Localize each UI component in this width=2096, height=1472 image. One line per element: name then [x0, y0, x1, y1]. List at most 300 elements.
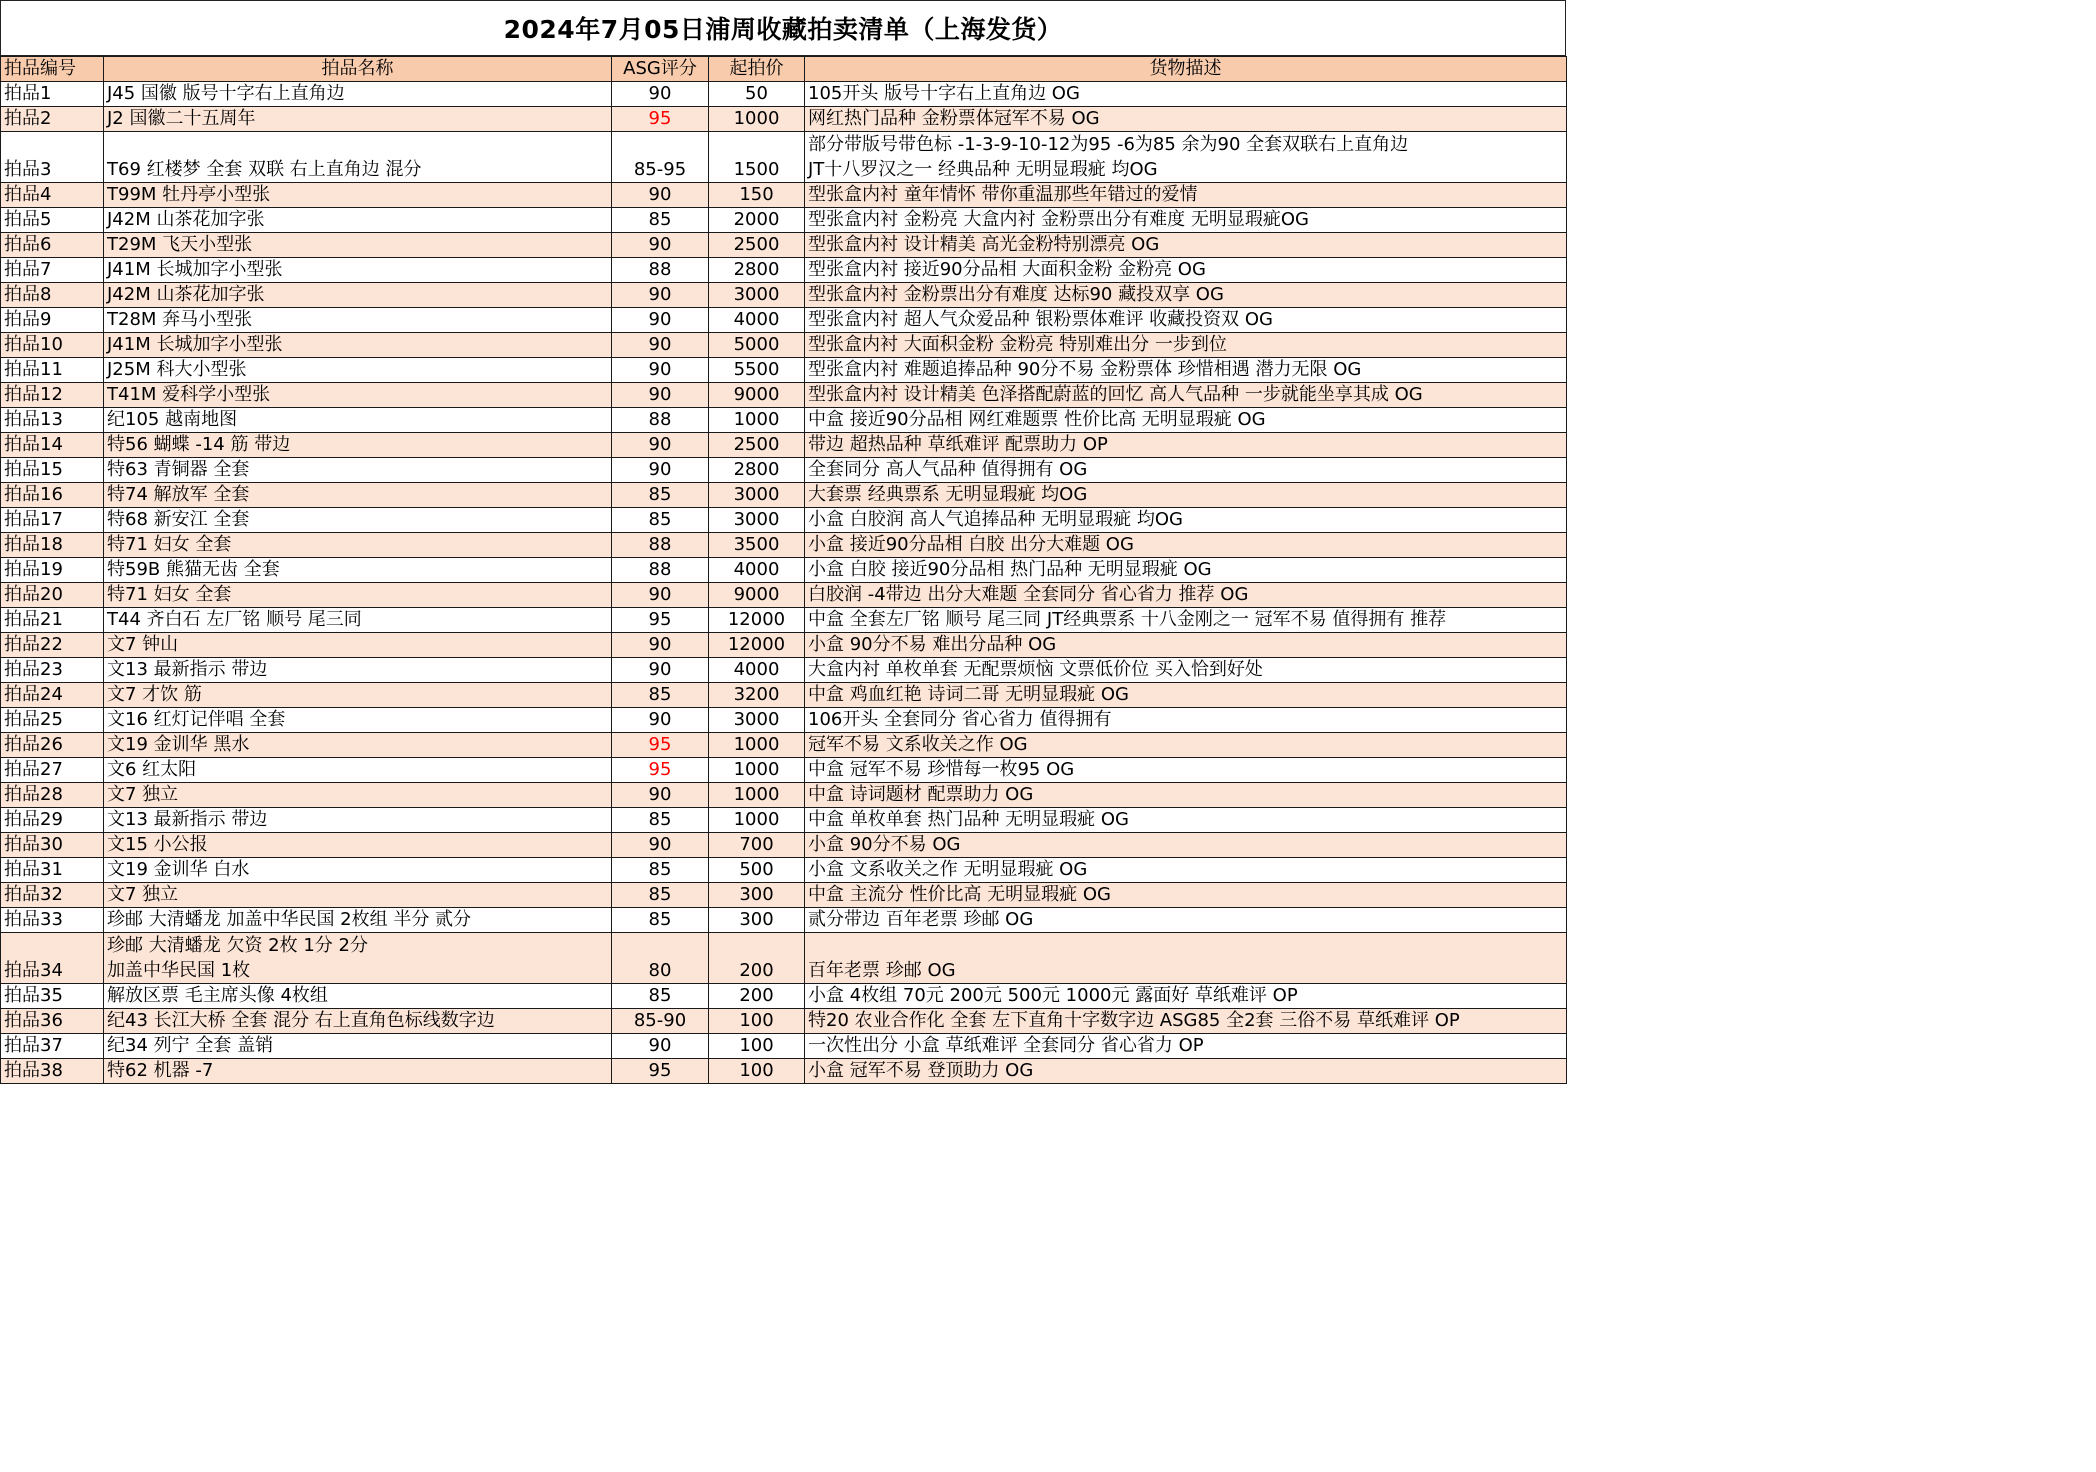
lot-name-line: J2 国徽二十五周年	[107, 108, 256, 129]
description-cell	[805, 258, 1567, 283]
asg-score-cell: 85	[612, 908, 709, 933]
lot-name-cell	[104, 883, 612, 908]
lot-number-cell: 拍品19	[1, 558, 104, 583]
lot-number-cell: 拍品5	[1, 208, 104, 233]
lot-name-cell	[104, 82, 612, 107]
asg-score-cell: 90	[612, 82, 709, 107]
lot-name-line: 文7 独立	[107, 884, 179, 905]
table-row	[1, 708, 1567, 733]
description-line: 中盒 鸡血红艳 诗词二哥 无明显瑕疵 OG	[808, 684, 1130, 705]
lot-name-line: 文13 最新指示 带边	[107, 659, 268, 680]
lot-name-line: 特68 新安江 全套	[107, 509, 250, 530]
lot-name-cell	[104, 758, 612, 783]
asg-score-cell: 95	[612, 733, 709, 758]
starting-price-cell: 3000	[709, 708, 805, 733]
description-line: 部分带版号带色标 -1-3-9-10-12为95 -6为85 余为90 全套双联右上直角边	[808, 134, 1409, 155]
description-line: 型张盒内衬 金粉票出分有难度 达标90 藏投双享 OG	[808, 284, 1224, 305]
description-cell	[805, 633, 1567, 658]
asg-score-cell: 90	[612, 358, 709, 383]
description-line: 小盒 文系收关之作 无明显瑕疵 OG	[808, 859, 1088, 880]
asg-score-cell: 90	[612, 233, 709, 258]
description-cell	[805, 233, 1567, 258]
description-line: 冠军不易 文系收关之作 OG	[808, 734, 1028, 755]
lot-name-cell	[104, 183, 612, 208]
description-line: 小盒 4枚组 70元 200元 500元 1000元 露面好 草纸难评 OP	[808, 985, 1298, 1006]
description-cell	[805, 408, 1567, 433]
lot-name-cell	[104, 458, 612, 483]
lot-number-cell: 拍品16	[1, 483, 104, 508]
lot-name-line: T99M 牡丹亭小型张	[107, 184, 271, 205]
starting-price-cell: 2800	[709, 458, 805, 483]
lot-name-line: 特71 妇女 全套	[107, 534, 232, 555]
asg-score-cell: 90	[612, 458, 709, 483]
lot-number-cell: 拍品14	[1, 433, 104, 458]
lot-number-cell: 拍品17	[1, 508, 104, 533]
lot-number-cell: 拍品21	[1, 608, 104, 633]
starting-price-cell: 1000	[709, 733, 805, 758]
table-row	[1, 183, 1567, 208]
description-cell	[805, 783, 1567, 808]
lot-number-cell: 拍品13	[1, 408, 104, 433]
description-cell	[805, 183, 1567, 208]
description-line: 中盒 冠军不易 珍惜每一枚95 OG	[808, 759, 1075, 780]
description-cell	[805, 508, 1567, 533]
description-line: 型张盒内衬 设计精美 色泽搭配蔚蓝的回忆 高人气品种 一步就能坐享其成 OG	[808, 384, 1423, 405]
lot-name-cell	[104, 808, 612, 833]
starting-price-cell: 9000	[709, 383, 805, 408]
lot-name-cell	[104, 984, 612, 1009]
col-header-lot-number: 拍品编号	[1, 57, 104, 82]
table-row	[1, 808, 1567, 833]
description-cell	[805, 558, 1567, 583]
asg-score-cell: 85	[612, 208, 709, 233]
description-cell	[805, 132, 1567, 183]
lot-number-cell: 拍品10	[1, 333, 104, 358]
lot-name-line: 特59B 熊猫无齿 全套	[107, 559, 280, 580]
starting-price-cell: 100	[709, 1034, 805, 1059]
lot-number-cell: 拍品28	[1, 783, 104, 808]
lot-name-line: T44 齐白石 左厂铭 顺号 尾三同	[107, 609, 362, 630]
description-line: 中盒 单枚单套 热门品种 无明显瑕疵 OG	[808, 809, 1130, 830]
description-cell	[805, 533, 1567, 558]
table-row	[1, 758, 1567, 783]
table-row	[1, 883, 1567, 908]
table-row	[1, 633, 1567, 658]
lot-name-line: 纪43 长江大桥 全套 混分 右上直角色标线数字边	[107, 1010, 495, 1031]
lot-number-cell: 拍品3	[1, 132, 104, 183]
lot-number-cell: 拍品11	[1, 358, 104, 383]
lot-number-cell: 拍品12	[1, 383, 104, 408]
lot-name-line: J41M 长城加字小型张	[107, 259, 283, 280]
col-header-asg-score: ASG评分	[612, 57, 709, 82]
starting-price-cell: 200	[709, 933, 805, 984]
lot-name-cell	[104, 508, 612, 533]
lot-name-cell	[104, 1059, 612, 1084]
description-line: 型张盒内衬 童年情怀 带你重温那些年错过的爱情	[808, 184, 1198, 205]
lot-name-cell	[104, 583, 612, 608]
lot-number-cell: 拍品2	[1, 107, 104, 132]
table-row	[1, 933, 1567, 984]
table-body	[1, 82, 1567, 1084]
starting-price-cell: 150	[709, 183, 805, 208]
lot-name-cell	[104, 558, 612, 583]
description-line: 中盒 接近90分品相 网红难题票 性价比高 无明显瑕疵 OG	[808, 409, 1266, 430]
lot-name-line: 纪105 越南地图	[107, 409, 238, 430]
lot-name-line: 解放区票 毛主席头像 4枚组	[107, 985, 328, 1006]
starting-price-cell: 2000	[709, 208, 805, 233]
lot-name-cell	[104, 683, 612, 708]
lot-name-line: J41M 长城加字小型张	[107, 334, 283, 355]
starting-price-cell: 700	[709, 833, 805, 858]
description-line: 一次性出分 小盒 草纸难评 全套同分 省心省力 OP	[808, 1035, 1204, 1056]
lot-name-cell	[104, 858, 612, 883]
lot-name-cell	[104, 208, 612, 233]
table-row	[1, 733, 1567, 758]
description-cell	[805, 383, 1567, 408]
description-cell	[805, 433, 1567, 458]
lot-name-cell	[104, 1034, 612, 1059]
description-line: 贰分带边 百年老票 珍邮 OG	[808, 909, 1034, 930]
asg-score-cell: 88	[612, 533, 709, 558]
starting-price-cell: 5500	[709, 358, 805, 383]
lot-name-cell	[104, 533, 612, 558]
table-row	[1, 132, 1567, 183]
starting-price-cell: 1000	[709, 408, 805, 433]
asg-score-cell: 85	[612, 683, 709, 708]
lot-name-line: 文19 金训华 黑水	[107, 734, 250, 755]
lot-number-cell: 拍品18	[1, 533, 104, 558]
description-cell	[805, 933, 1567, 984]
lot-number-cell: 拍品29	[1, 808, 104, 833]
lot-name-cell	[104, 483, 612, 508]
description-cell	[805, 833, 1567, 858]
starting-price-cell: 500	[709, 858, 805, 883]
description-line: 型张盒内衬 难题追捧品种 90分不易 金粉票体 珍惜相遇 潜力无限 OG	[808, 359, 1362, 380]
lot-number-cell: 拍品26	[1, 733, 104, 758]
lot-name-line: 文7 才饮 筋	[107, 684, 202, 705]
description-line: 型张盒内衬 超人气众爱品种 银粉票体难评 收藏投资双 OG	[808, 309, 1274, 330]
lot-name-cell	[104, 633, 612, 658]
starting-price-cell: 4000	[709, 558, 805, 583]
description-line: 大盒内衬 单枚单套 无配票烦恼 文票低价位 买入恰到好处	[808, 659, 1263, 680]
lot-number-cell: 拍品33	[1, 908, 104, 933]
description-cell	[805, 107, 1567, 132]
asg-score-cell: 95	[612, 107, 709, 132]
starting-price-cell: 4000	[709, 658, 805, 683]
starting-price-cell: 12000	[709, 608, 805, 633]
lot-number-cell: 拍品27	[1, 758, 104, 783]
lot-number-cell: 拍品38	[1, 1059, 104, 1084]
lot-name-cell	[104, 433, 612, 458]
description-line: 中盒 全套左厂铭 顺号 尾三同 JT经典票系 十八金刚之一 冠军不易 值得拥有 推荐	[808, 609, 1447, 630]
lot-name-line: J25M 科大小型张	[107, 359, 247, 380]
lot-number-cell: 拍品32	[1, 883, 104, 908]
table-row	[1, 1009, 1567, 1034]
lot-name-line: 加盖中华民国 1枚	[107, 960, 251, 981]
lot-name-cell	[104, 233, 612, 258]
lot-number-cell: 拍品30	[1, 833, 104, 858]
description-cell	[805, 458, 1567, 483]
lot-name-line: 文7 独立	[107, 784, 179, 805]
table-row	[1, 533, 1567, 558]
asg-score-cell: 88	[612, 558, 709, 583]
lot-number-cell: 拍品37	[1, 1034, 104, 1059]
asg-score-cell: 90	[612, 283, 709, 308]
asg-score-cell: 90	[612, 333, 709, 358]
starting-price-cell: 1000	[709, 808, 805, 833]
description-line: 小盒 白胶润 高人气追捧品种 无明显瑕疵 均OG	[808, 509, 1184, 530]
starting-price-cell: 2500	[709, 433, 805, 458]
lot-number-cell: 拍品9	[1, 308, 104, 333]
starting-price-cell: 5000	[709, 333, 805, 358]
lot-name-cell	[104, 132, 612, 183]
lot-name-line: 特56 蝴蝶 -14 筋 带边	[107, 434, 291, 455]
asg-score-cell: 95	[612, 608, 709, 633]
col-header-lot-name: 拍品名称	[104, 57, 612, 82]
lot-name-line: T28M 奔马小型张	[107, 309, 253, 330]
asg-score-cell: 95	[612, 1059, 709, 1084]
lot-number-cell: 拍品22	[1, 633, 104, 658]
starting-price-cell: 1000	[709, 107, 805, 132]
lot-name-cell	[104, 308, 612, 333]
lot-name-cell	[104, 1009, 612, 1034]
table-row	[1, 1034, 1567, 1059]
lot-name-cell	[104, 608, 612, 633]
lot-name-line: 特71 妇女 全套	[107, 584, 232, 605]
asg-score-cell: 90	[612, 658, 709, 683]
lot-name-cell	[104, 283, 612, 308]
lot-name-line: J42M 山茶花加字张	[107, 209, 265, 230]
asg-score-cell: 90	[612, 633, 709, 658]
table-row	[1, 433, 1567, 458]
lot-name-line: 珍邮 大清蟠龙 加盖中华民国 2枚组 半分 贰分	[107, 909, 472, 930]
description-line: 型张盒内衬 金粉亮 大盒内衬 金粉票出分有难度 无明显瑕疵OG	[808, 209, 1310, 230]
lot-name-cell	[104, 383, 612, 408]
starting-price-cell: 200	[709, 984, 805, 1009]
asg-score-cell: 85-95	[612, 132, 709, 183]
description-cell	[805, 708, 1567, 733]
starting-price-cell: 1000	[709, 758, 805, 783]
starting-price-cell: 3500	[709, 533, 805, 558]
description-line: 小盒 冠军不易 登顶助力 OG	[808, 1060, 1034, 1081]
description-line: 小盒 90分不易 OG	[808, 834, 961, 855]
table-row	[1, 458, 1567, 483]
lot-number-cell: 拍品35	[1, 984, 104, 1009]
starting-price-cell: 3000	[709, 508, 805, 533]
table-row	[1, 82, 1567, 107]
table-row	[1, 383, 1567, 408]
lot-number-cell: 拍品15	[1, 458, 104, 483]
lot-number-cell: 拍品25	[1, 708, 104, 733]
table-row	[1, 608, 1567, 633]
table-row	[1, 308, 1567, 333]
lot-number-cell: 拍品36	[1, 1009, 104, 1034]
description-line: 中盒 主流分 性价比高 无明显瑕疵 OG	[808, 884, 1112, 905]
table-row	[1, 558, 1567, 583]
description-line: 型张盒内衬 大面积金粉 金粉亮 特别难出分 一步到位	[808, 334, 1227, 355]
lot-name-line: 文19 金训华 白水	[107, 859, 250, 880]
table-row	[1, 208, 1567, 233]
asg-score-cell: 85-90	[612, 1009, 709, 1034]
description-cell	[805, 658, 1567, 683]
table-row	[1, 1059, 1567, 1084]
starting-price-cell: 50	[709, 82, 805, 107]
lot-name-cell	[104, 333, 612, 358]
lot-name-line: 特62 机器 -7	[107, 1060, 214, 1081]
starting-price-cell: 100	[709, 1009, 805, 1034]
table-row	[1, 783, 1567, 808]
starting-price-cell: 3200	[709, 683, 805, 708]
lot-number-cell: 拍品34	[1, 933, 104, 984]
lot-name-line: T41M 爱科学小型张	[107, 384, 271, 405]
table-row	[1, 984, 1567, 1009]
starting-price-cell: 100	[709, 1059, 805, 1084]
table-row	[1, 658, 1567, 683]
asg-score-cell: 90	[612, 583, 709, 608]
lot-name-line: 文7 钟山	[107, 634, 179, 655]
asg-score-cell: 90	[612, 708, 709, 733]
lot-name-cell	[104, 783, 612, 808]
sheet-title: 2024年7月05日浦周收藏拍卖清单（上海发货）	[0, 0, 1566, 56]
table-row	[1, 908, 1567, 933]
starting-price-cell: 9000	[709, 583, 805, 608]
description-cell	[805, 283, 1567, 308]
lot-number-cell: 拍品20	[1, 583, 104, 608]
description-line: 网红热门品种 金粉票体冠军不易 OG	[808, 108, 1100, 129]
description-line: 小盒 白胶 接近90分品相 热门品种 无明显瑕疵 OG	[808, 559, 1212, 580]
starting-price-cell: 2800	[709, 258, 805, 283]
table-row	[1, 283, 1567, 308]
lot-name-line: 文15 小公报	[107, 834, 208, 855]
asg-score-cell: 90	[612, 433, 709, 458]
description-line: 106开头 全套同分 省心省力 值得拥有	[808, 709, 1112, 730]
description-line: 带边 超热品种 草纸难评 配票助力 OP	[808, 434, 1108, 455]
lot-name-cell	[104, 408, 612, 433]
asg-score-cell: 90	[612, 308, 709, 333]
asg-score-cell: 95	[612, 758, 709, 783]
starting-price-cell: 12000	[709, 633, 805, 658]
starting-price-cell: 2500	[709, 233, 805, 258]
asg-score-cell: 88	[612, 258, 709, 283]
asg-score-cell: 85	[612, 984, 709, 1009]
asg-score-cell: 85	[612, 483, 709, 508]
header-row	[1, 57, 1567, 82]
starting-price-cell: 4000	[709, 308, 805, 333]
table-row	[1, 358, 1567, 383]
table-row	[1, 683, 1567, 708]
table-row	[1, 233, 1567, 258]
asg-score-cell: 90	[612, 1034, 709, 1059]
starting-price-cell: 3000	[709, 283, 805, 308]
asg-score-cell: 85	[612, 508, 709, 533]
description-line: 105开头 版号十字右上直角边 OG	[808, 83, 1080, 104]
starting-price-cell: 3000	[709, 483, 805, 508]
lot-number-cell: 拍品4	[1, 183, 104, 208]
lot-number-cell: 拍品31	[1, 858, 104, 883]
description-cell	[805, 583, 1567, 608]
table-row	[1, 508, 1567, 533]
table-row	[1, 333, 1567, 358]
auction-table	[0, 56, 1567, 1084]
lot-number-cell: 拍品24	[1, 683, 104, 708]
description-line: 特20 农业合作化 全套 左下直角十字数字边 ASG85 全2套 三俗不易 草纸难评 OP	[808, 1010, 1460, 1031]
lot-number-cell: 拍品6	[1, 233, 104, 258]
starting-price-cell: 1000	[709, 783, 805, 808]
lot-name-line: 文16 红灯记伴唱 全套	[107, 709, 286, 730]
description-cell	[805, 1034, 1567, 1059]
lot-number-cell: 拍品8	[1, 283, 104, 308]
starting-price-cell: 1500	[709, 132, 805, 183]
starting-price-cell: 300	[709, 908, 805, 933]
asg-score-cell: 90	[612, 833, 709, 858]
description-cell	[805, 82, 1567, 107]
asg-score-cell: 90	[612, 183, 709, 208]
description-cell	[805, 333, 1567, 358]
lot-name-cell	[104, 708, 612, 733]
lot-name-line: T29M 飞天小型张	[107, 234, 253, 255]
description-cell	[805, 683, 1567, 708]
asg-score-cell: 90	[612, 383, 709, 408]
description-line: 大套票 经典票系 无明显瑕疵 均OG	[808, 484, 1088, 505]
lot-name-line: J45 国徽 版号十字右上直角边	[107, 83, 345, 104]
description-line: 中盒 诗词题材 配票助力 OG	[808, 784, 1034, 805]
description-line: 型张盒内衬 设计精美 高光金粉特别漂亮 OG	[808, 234, 1160, 255]
description-cell	[805, 1059, 1567, 1084]
lot-name-line: T69 红楼梦 全套 双联 右上直角边 混分	[107, 159, 422, 180]
lot-number-cell: 拍品1	[1, 82, 104, 107]
table-row	[1, 858, 1567, 883]
description-cell	[805, 883, 1567, 908]
lot-name-cell	[104, 258, 612, 283]
table-row	[1, 107, 1567, 132]
description-line: 小盒 接近90分品相 白胶 出分大难题 OG	[808, 534, 1134, 555]
lot-name-line: 文13 最新指示 带边	[107, 809, 268, 830]
description-line: 小盒 90分不易 难出分品种 OG	[808, 634, 1057, 655]
lot-name-cell	[104, 733, 612, 758]
lot-number-cell: 拍品7	[1, 258, 104, 283]
description-line: 白胶润 -4带边 出分大难题 全套同分 省心省力 推荐 OG	[808, 584, 1249, 605]
lot-name-line: 文6 红太阳	[107, 759, 197, 780]
lot-number-cell: 拍品23	[1, 658, 104, 683]
lot-name-cell	[104, 107, 612, 132]
asg-score-cell: 90	[612, 783, 709, 808]
description-cell	[805, 808, 1567, 833]
description-line: 全套同分 高人气品种 值得拥有 OG	[808, 459, 1088, 480]
description-line: JT十八罗汉之一 经典品种 无明显瑕疵 均OG	[808, 159, 1158, 180]
lot-name-cell	[104, 908, 612, 933]
starting-price-cell: 300	[709, 883, 805, 908]
asg-score-cell: 85	[612, 808, 709, 833]
description-cell	[805, 483, 1567, 508]
description-cell	[805, 1009, 1567, 1034]
asg-score-cell: 88	[612, 408, 709, 433]
table-row	[1, 833, 1567, 858]
description-cell	[805, 758, 1567, 783]
asg-score-cell: 80	[612, 933, 709, 984]
asg-score-cell: 85	[612, 858, 709, 883]
description-cell	[805, 358, 1567, 383]
table-row	[1, 408, 1567, 433]
col-header-description: 货物描述	[805, 57, 1567, 82]
lot-name-line: 特74 解放军 全套	[107, 484, 250, 505]
lot-name-line: 特63 青铜器 全套	[107, 459, 250, 480]
lot-name-cell	[104, 358, 612, 383]
description-cell	[805, 308, 1567, 333]
description-cell	[805, 908, 1567, 933]
description-cell	[805, 733, 1567, 758]
description-cell	[805, 208, 1567, 233]
description-line: 百年老票 珍邮 OG	[808, 960, 956, 981]
